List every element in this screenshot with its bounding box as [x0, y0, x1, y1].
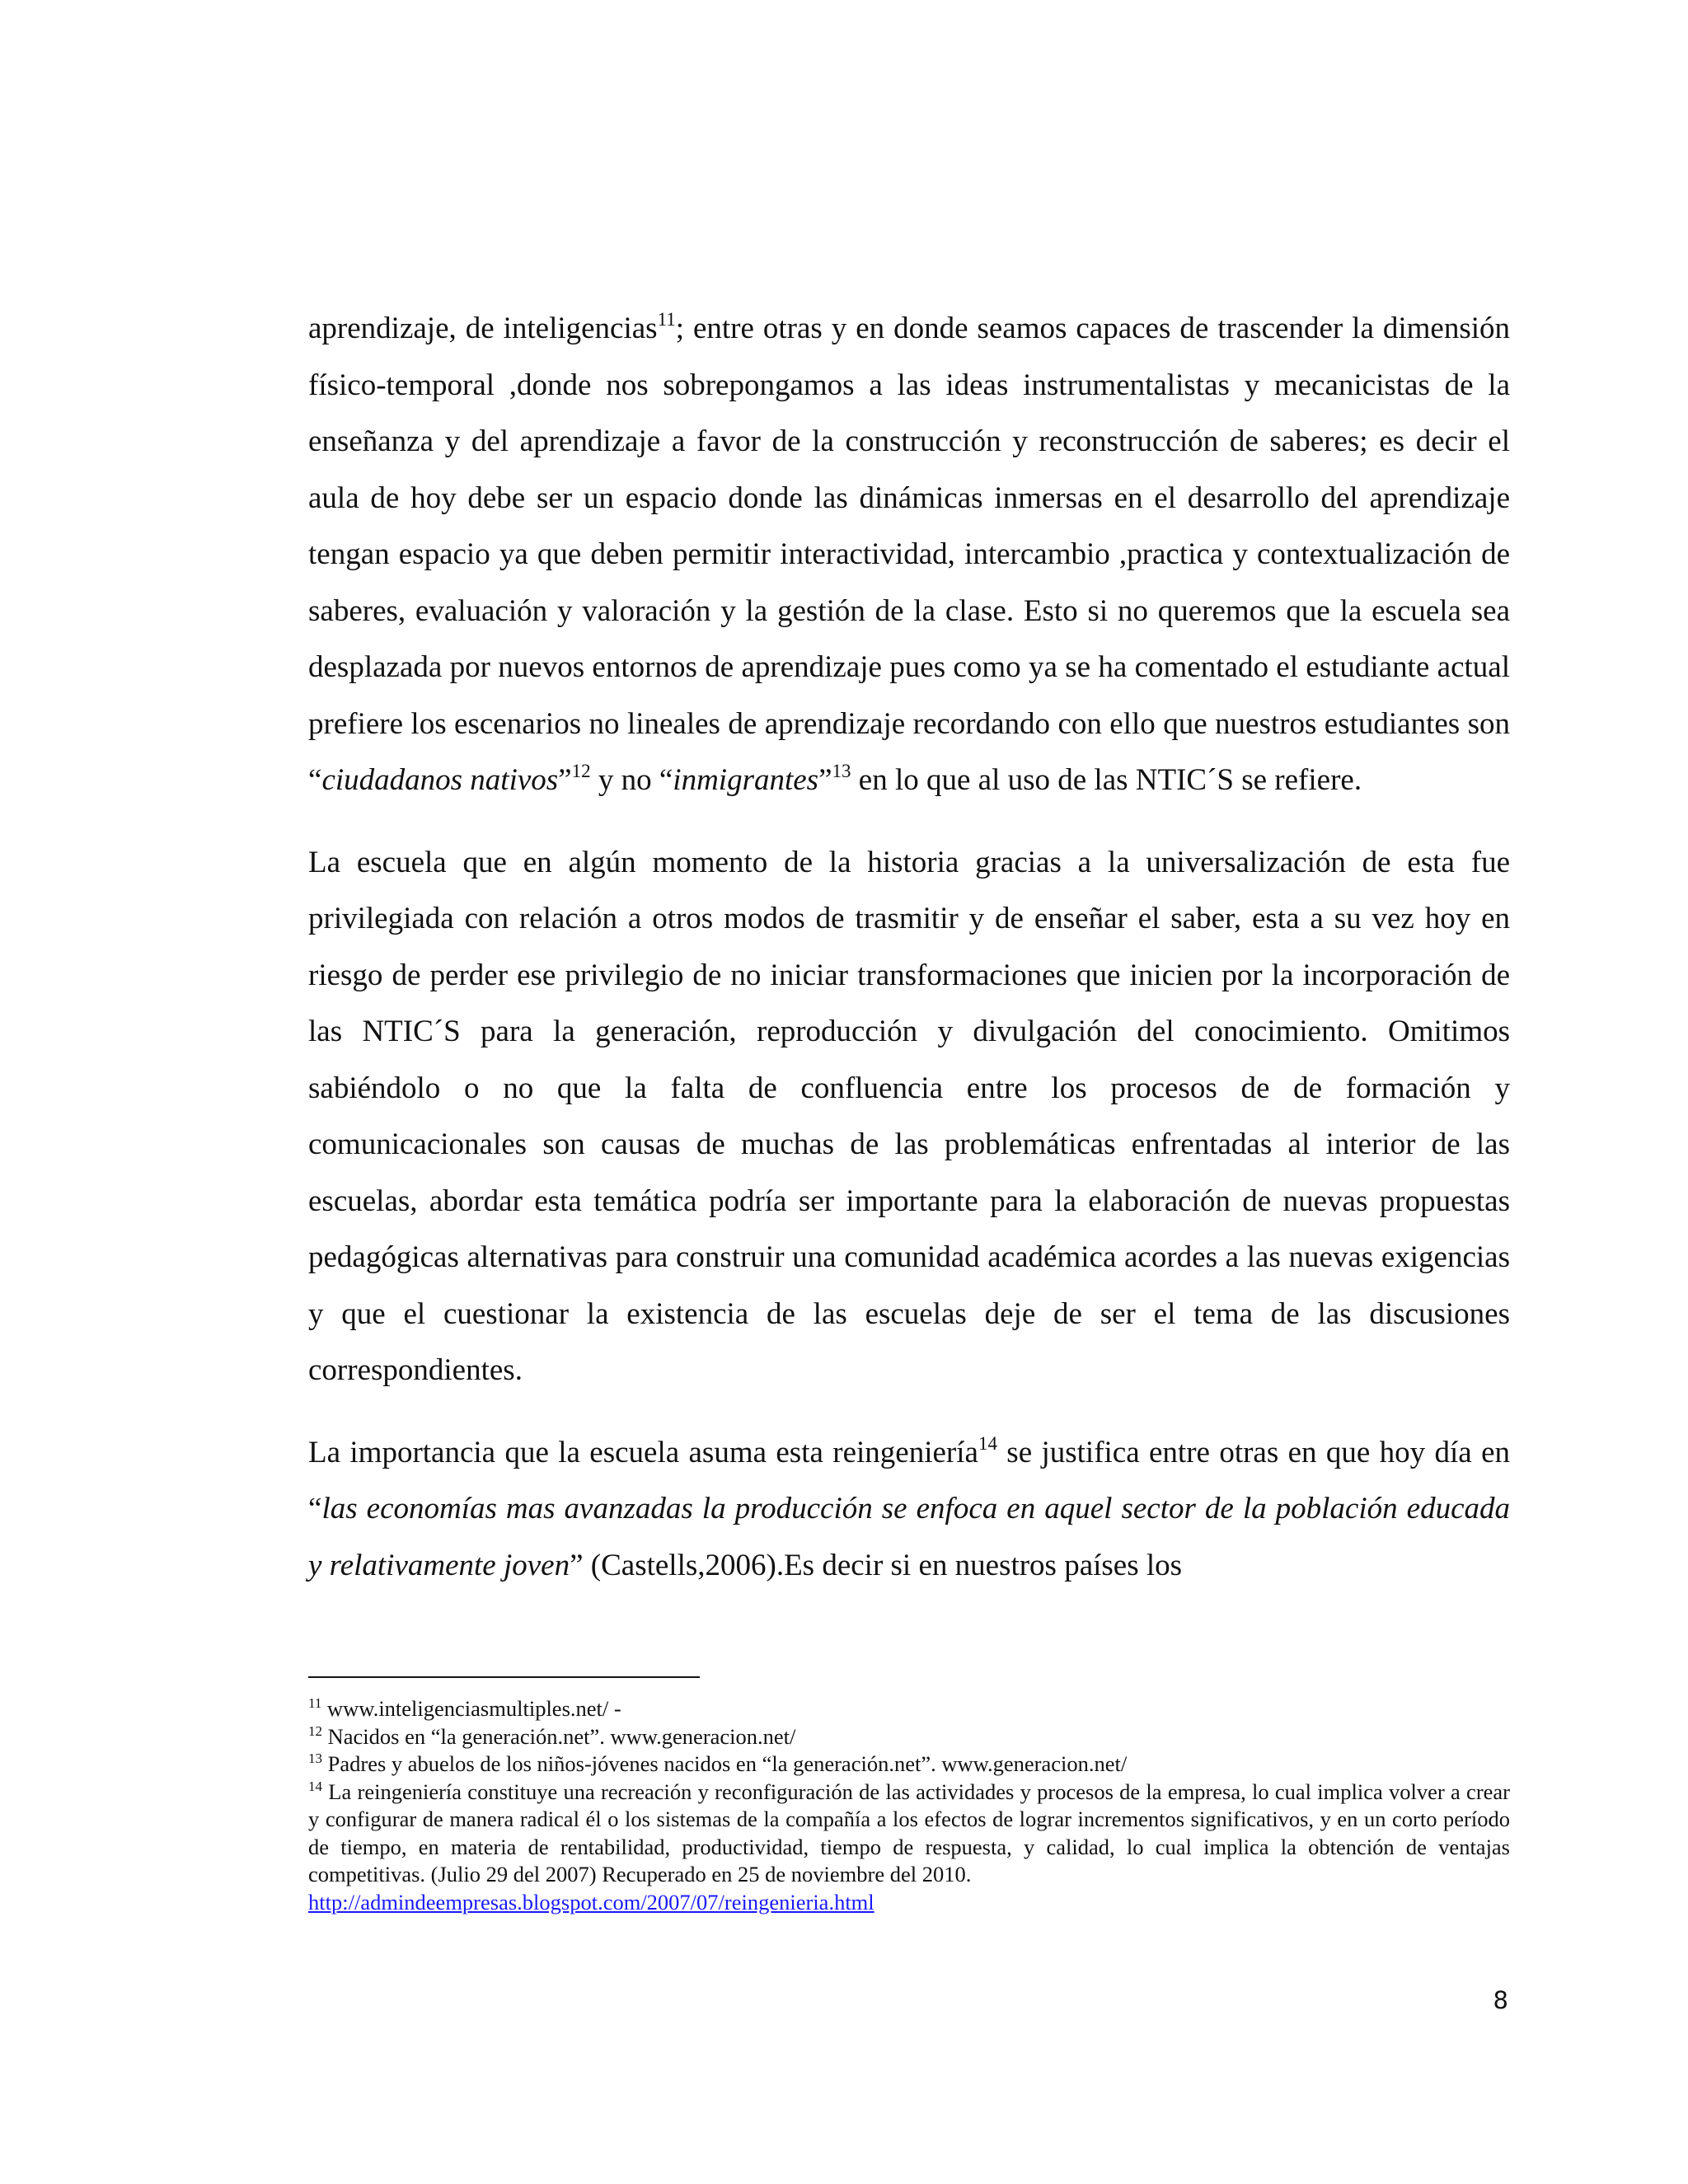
footnote-number: 12 [308, 1722, 322, 1739]
footnote-number: 13 [308, 1750, 322, 1766]
footnote-13 [308, 1750, 1510, 1779]
paragraph-3-text-c: ” (Castells,2006).Es decir si en nuestros países los [570, 1548, 1183, 1582]
italic-quotation-castells: las economías mas avanzadas la producción se enfoca en aquel sector de la población educada y relativamente joven [308, 1492, 1510, 1582]
footnote-14-link[interactable]: http://admindeempresas.blogspot.com/2007/07/reingenieria.html [308, 1889, 874, 1915]
footnote-11 [308, 1695, 1510, 1723]
italic-term-ciudadanos-nativos: ciudadanos nativos [321, 763, 559, 797]
footnote-text: www.inteligenciasmultiples.net/ - [321, 1696, 621, 1721]
paragraph-3 [308, 1425, 1510, 1595]
paragraph-1-text-b: ; entre otras y en donde seamos capaces de trascender la dimensión físico-temporal ,donde nos sobrepongamos a las ideas instrumentalistas y mecanicistas de la enseñanza y del aprendizaje a favor de la construcción y reconstrucción de saberes; es decir el aula de hoy debe ser un espacio donde las dinámicas inmersas en el desarrollo del aprendizaje tengan espacio ya que deben permitir interactividad, intercambio ,practica y contextualización de saberes, evaluación y valoración y la gestión de la clase. Esto si no queremos que la escuela sea desplazada por nuevos entornos de aprendizaje pues como ya se ha comentado el estudiante actual prefiere los escenarios no lineales de aprendizaje recordando con ello que nuestros estudiantes son “ [308, 312, 1510, 797]
paragraph-1 [308, 301, 1510, 809]
closing-quote: ” [818, 763, 832, 797]
footnote-number: 11 [308, 1695, 322, 1711]
footnote-12 [308, 1723, 1510, 1751]
footnote-text: Nacidos en “la generación.net”. www.generacion.net/ [322, 1723, 796, 1749]
paragraph-2: La escuela que en algún momento de la historia gracias a la universalización de esta fue privilegiada con relación a otros modos de trasmitir y de enseñar el saber, esta a su vez hoy en riesgo de perder ese privilegio de no iniciar transformaciones que inicien por la incorporación de las NTIC´S para la generación, reproducción y divulgación del conocimiento. Omitimos sabiéndolo o no que la falta de confluencia entre los procesos de de formación y comunicacionales son causas de muchas de las problemáticas enfrentadas al interior de las escuelas, abordar esta temática podría ser importante para la elaboración de nuevas propuestas pedagógicas alternativas para construir una comunidad académica acordes a las nuevas exigencias y que el cuestionar la existencia de las escuelas deje de ser el tema de las discusiones correspondientes. [308, 845, 1510, 1387]
page-number: 8 [1493, 1986, 1508, 2014]
paragraph-3-text-b: se justifica entre otras en que hoy día en “ [308, 1435, 1510, 1526]
footnote-separator [308, 1676, 700, 1678]
footnote-ref-11[interactable]: 11 [657, 309, 676, 330]
paragraph-1-text-c: y no “ [590, 763, 673, 797]
closing-quote: ” [558, 763, 572, 797]
footnote-ref-13[interactable]: 13 [832, 761, 851, 781]
footnote-ref-12[interactable]: 12 [571, 761, 591, 781]
footnote-ref-14[interactable]: 14 [978, 1432, 997, 1454]
footnotes [308, 1695, 1510, 1916]
paragraph-1-text-a: aprendizaje, de inteligencias [308, 312, 658, 345]
paragraph-1-text-d: en lo que al uso de las NTIC´S se refiere. [851, 763, 1362, 797]
footnote-text: Padres y abuelos de los niños-jóvenes nacidos en “la generación.net”. www.generacion.net/ [322, 1751, 1128, 1776]
footnote-number: 14 [308, 1778, 322, 1794]
italic-term-inmigrantes: inmigrantes [673, 763, 819, 797]
footnote-14 [308, 1779, 1510, 1917]
paragraph-3-text-a: La importancia que la escuela asuma esta reingeniería [308, 1435, 978, 1469]
footnote-text: La reingeniería constituye una recreación y reconfiguración de las actividades y procesos de la empresa, lo cual implica volver a crear y configurar de manera radical él o los sistemas de la compañía a los efectos de lograr incrementos significativos, y en un corto período de tiempo, en materia de rentabilidad, productividad, tiempo de respuesta, y calidad, lo cual implica la obtención de ventajas competitivas. (Julio 29 del 2007) Recuperado en 25 de noviembre del 2010. [308, 1779, 1510, 1886]
body-text [308, 301, 1510, 1594]
